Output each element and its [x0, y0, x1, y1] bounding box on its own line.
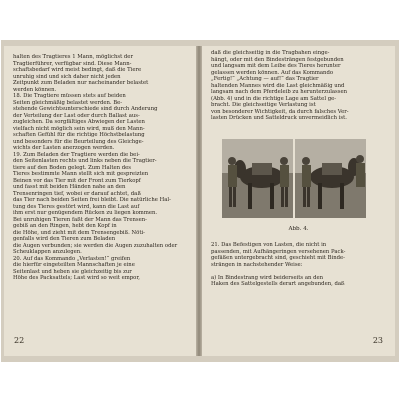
text-line: schaftsbedarf wird meist bedingt, daß die Tiere: [13, 67, 142, 73]
text-line: zugleichen. Da sorgfältiges Abwiegen der Lasten: [13, 119, 145, 125]
text-line: und langsam mit dem Leibe des Tieres herunter: [211, 63, 341, 69]
text-line: Haken des Sattelgestells derart angebunden, daß: [211, 281, 345, 287]
text-line: Scheuklappen anzulegen.: [13, 249, 82, 255]
left-page-text: [13, 54, 188, 282]
text-line: 20. Auf das Kommando „Verlasten!“ greifen: [13, 255, 131, 262]
text-line: Seitenlast und heben sie gleichzeitig bis zur: [13, 268, 132, 275]
text-line: und fasst mit beiden Händen nahe an den: [13, 184, 126, 190]
text-line: bracht. Die gleichseitige Verlastung ist: [211, 102, 316, 108]
text-line: 21. Das Befestigen von Lasten, die nicht in: [211, 242, 327, 248]
text-line: haltenden Mannes wird die Last gleichmäßig und: [211, 82, 345, 89]
text-line: Trensenringen tief, wobei er darauf achtet, daß: [13, 190, 141, 197]
text-line: gebiß an den Ringen, hebt den Kopf in: [13, 223, 117, 229]
right-page-text-top: [211, 50, 386, 122]
text-line: lasten Drücken und Satteldruck unvermeidlich ist.: [211, 115, 347, 121]
page-number: 22: [14, 335, 25, 345]
right-page-text-bottom: [211, 242, 386, 288]
text-line: ihm erst nur genügendem Rücken zu liegen kommen.: [13, 210, 158, 216]
right-page: [202, 46, 395, 356]
text-line: das Tier nach beiden Seiten frei bleibt. Die natürliche Hal-: [13, 197, 171, 203]
text-line: gefäßen untergebracht sind, geschieht mit Binde-: [211, 255, 345, 261]
figure-photo: [222, 139, 366, 218]
text-line: unruhig sind und sich daher nicht jeden: [13, 73, 121, 80]
text-line: 19. Zum Beladen der Tragtiere werden die bei-: [13, 151, 140, 158]
text-line: wichts der Lasten anerzogen werden.: [13, 145, 115, 151]
text-line: Zeitpunkt zum Beladen nur nacheinander belastet: [13, 80, 149, 86]
text-line: gelassen werden können. Auf das Kommando: [211, 69, 334, 76]
open-book: [1, 40, 399, 362]
text-line: Seiten gleichmäßig belastet werden. Be-: [13, 99, 123, 106]
figure-caption: Abb. 4.: [288, 226, 309, 232]
text-line: (Abb. 4) und in die richtige Lage am Sattel ge-: [211, 95, 337, 102]
text-line: Tragtierführer, verfügbar sind. Diese Mann-: [13, 60, 132, 67]
text-line: die Augen verbunden; sie werden die Augen zuzuhalten oder: [13, 242, 178, 249]
text-line: tiere auf den Boden gelegt. Zum Halten des: [13, 164, 131, 171]
text-line: langsam nach dem Pferdeleib zu herunterzulassen: [211, 89, 348, 95]
text-line: hängt, oder mit den Bindesträngen festgebunden: [211, 56, 344, 63]
text-line: den Seitenlasten rechts und links neben die Tragtier-: [13, 158, 157, 164]
text-line: daß die gleichseitig in die Tragbahen einge-: [211, 50, 330, 56]
page-number: 23: [372, 335, 383, 345]
text-line: Beinen vor das Tier mit der Front zum Tierkopf: [13, 177, 141, 184]
text-line: der Verteilung der Last oder durch Ballast aus-: [13, 112, 140, 119]
text-line: genfalls wird den Tieren zum Beladen: [13, 236, 116, 242]
text-line: strängen in nachstehender Weise:: [211, 261, 303, 268]
text-line: 18. Die Tragtiere müssen stets auf beiden: [13, 93, 126, 99]
text-line: a) In Bindestrang wird beiderseits an den: [211, 274, 324, 281]
text-line: passenden, mit Aufhängeringen versehenen Pack-: [211, 248, 346, 255]
text-line: die Höhe, und zieht mit dem Trensengebiß. Nöti-: [13, 229, 145, 236]
text-line: von besonderer Wichtigkeit, da durch falsches Ver-: [211, 108, 349, 115]
text-line: halten des Tragtieres 1 Mann, möglichst der: [13, 54, 133, 60]
text-line: schaften Gefühl für die richtige Höchstbelastung: [13, 132, 145, 138]
text-line: Tieres bestimmte Mann stellt sich mit gespreizten: [13, 171, 149, 177]
text-line: „Fertig!“ „Achtung — auf!“ das Tragtier: [211, 76, 319, 82]
text-line: Bei unruhigen Tieren faßt der Mann das Trensen-: [13, 216, 147, 223]
loading-pack-animals-photo: [222, 139, 366, 218]
text-line: stehende Gewichtsunterschiede sind durch Änderung: [13, 106, 158, 112]
text-line: Höhe des Packsattels; Last wird so weit empor,: [13, 275, 140, 281]
left-page: [4, 46, 196, 356]
text-line: tung des Tieres gestört wird, kann die Last auf: [13, 203, 140, 210]
text-line: und besonders für die Beurteilung des Gleichge-: [13, 138, 144, 145]
text-line: die hierfür eingeteilten Mannschaften je eine: [13, 262, 135, 268]
text-line: werden können.: [13, 86, 57, 93]
text-line: vielfach nicht möglich sein wird, muß den Mann-: [13, 125, 145, 132]
